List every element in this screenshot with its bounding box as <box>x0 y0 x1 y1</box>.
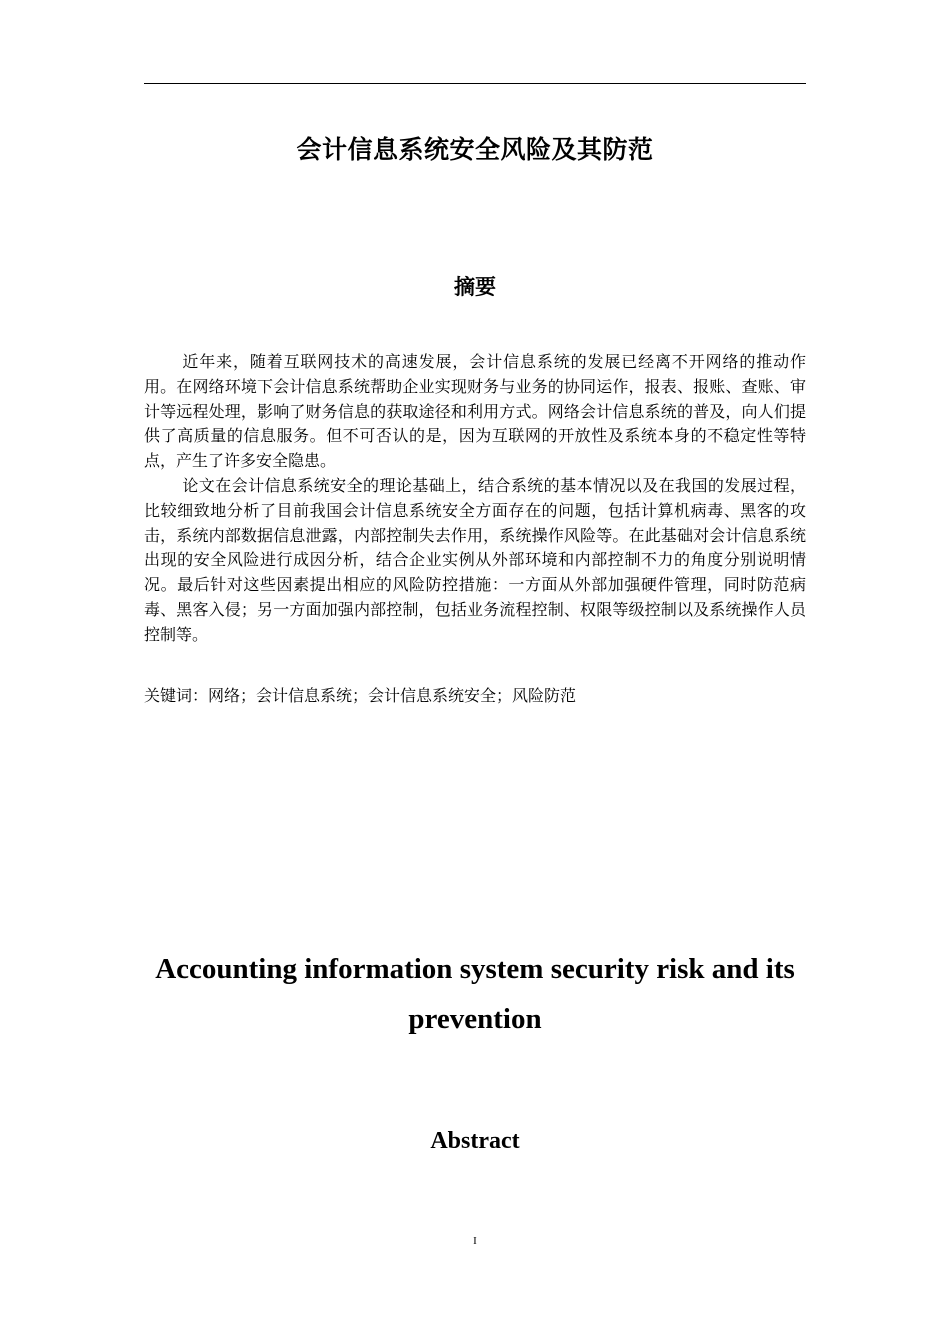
header-rule <box>144 83 806 84</box>
abstract-paragraph: 近年来，随着互联网技术的高速发展，会计信息系统的发展已经离不开网络的推动作用。在网络环境下会计信息系统帮助企业实现财务与业务的协同运作，报表、报账、查账、审计等远程处理，影响了财务信息的获取途径和利用方式。网络会计信息系统的普及，向人们提供了高质量的信息服务。但不可否认的是，因为互联网的开放性及系统本身的不稳定性等特点，产生了许多安全隐患。 <box>144 352 806 471</box>
chinese-title: 会计信息系统安全风险及其防范 <box>296 135 654 164</box>
abstract-paragraph: 论文在会计信息系统安全的理论基础上，结合系统的基本情况以及在我国的发展过程，比较细致地分析了目前我国会计信息系统安全方面存在的问题，包括计算机病毒、黑客的攻击，系统内部数据信息泄露，内部控制失去作用，系统操作风险等。在此基础对会计信息系统出现的安全风险进行成因分析，结合企业实例从外部环境和内部控制不力的角度分别说明情况。最后针对这些因素提出相应的风险防控措施：一方面从外部加强硬件管理，同时防范病毒、黑客入侵；另一方面加强内部控制，包括业务流程控制、权限等级控制以及系统操作人员控制等。 <box>144 475 806 644</box>
page-number: I <box>473 1235 477 1247</box>
chinese-abstract-heading: 摘要 <box>454 275 496 299</box>
keywords-label: 关键词： <box>144 686 209 705</box>
keywords-line <box>144 684 806 708</box>
english-abstract-heading: Abstract <box>430 1128 520 1154</box>
english-title: Accounting information system security risk and its prevention <box>155 953 795 1035</box>
keywords-text: 网络；会计信息系统；会计信息系统安全；风险防范 <box>208 686 577 705</box>
chinese-abstract-body <box>144 350 806 648</box>
